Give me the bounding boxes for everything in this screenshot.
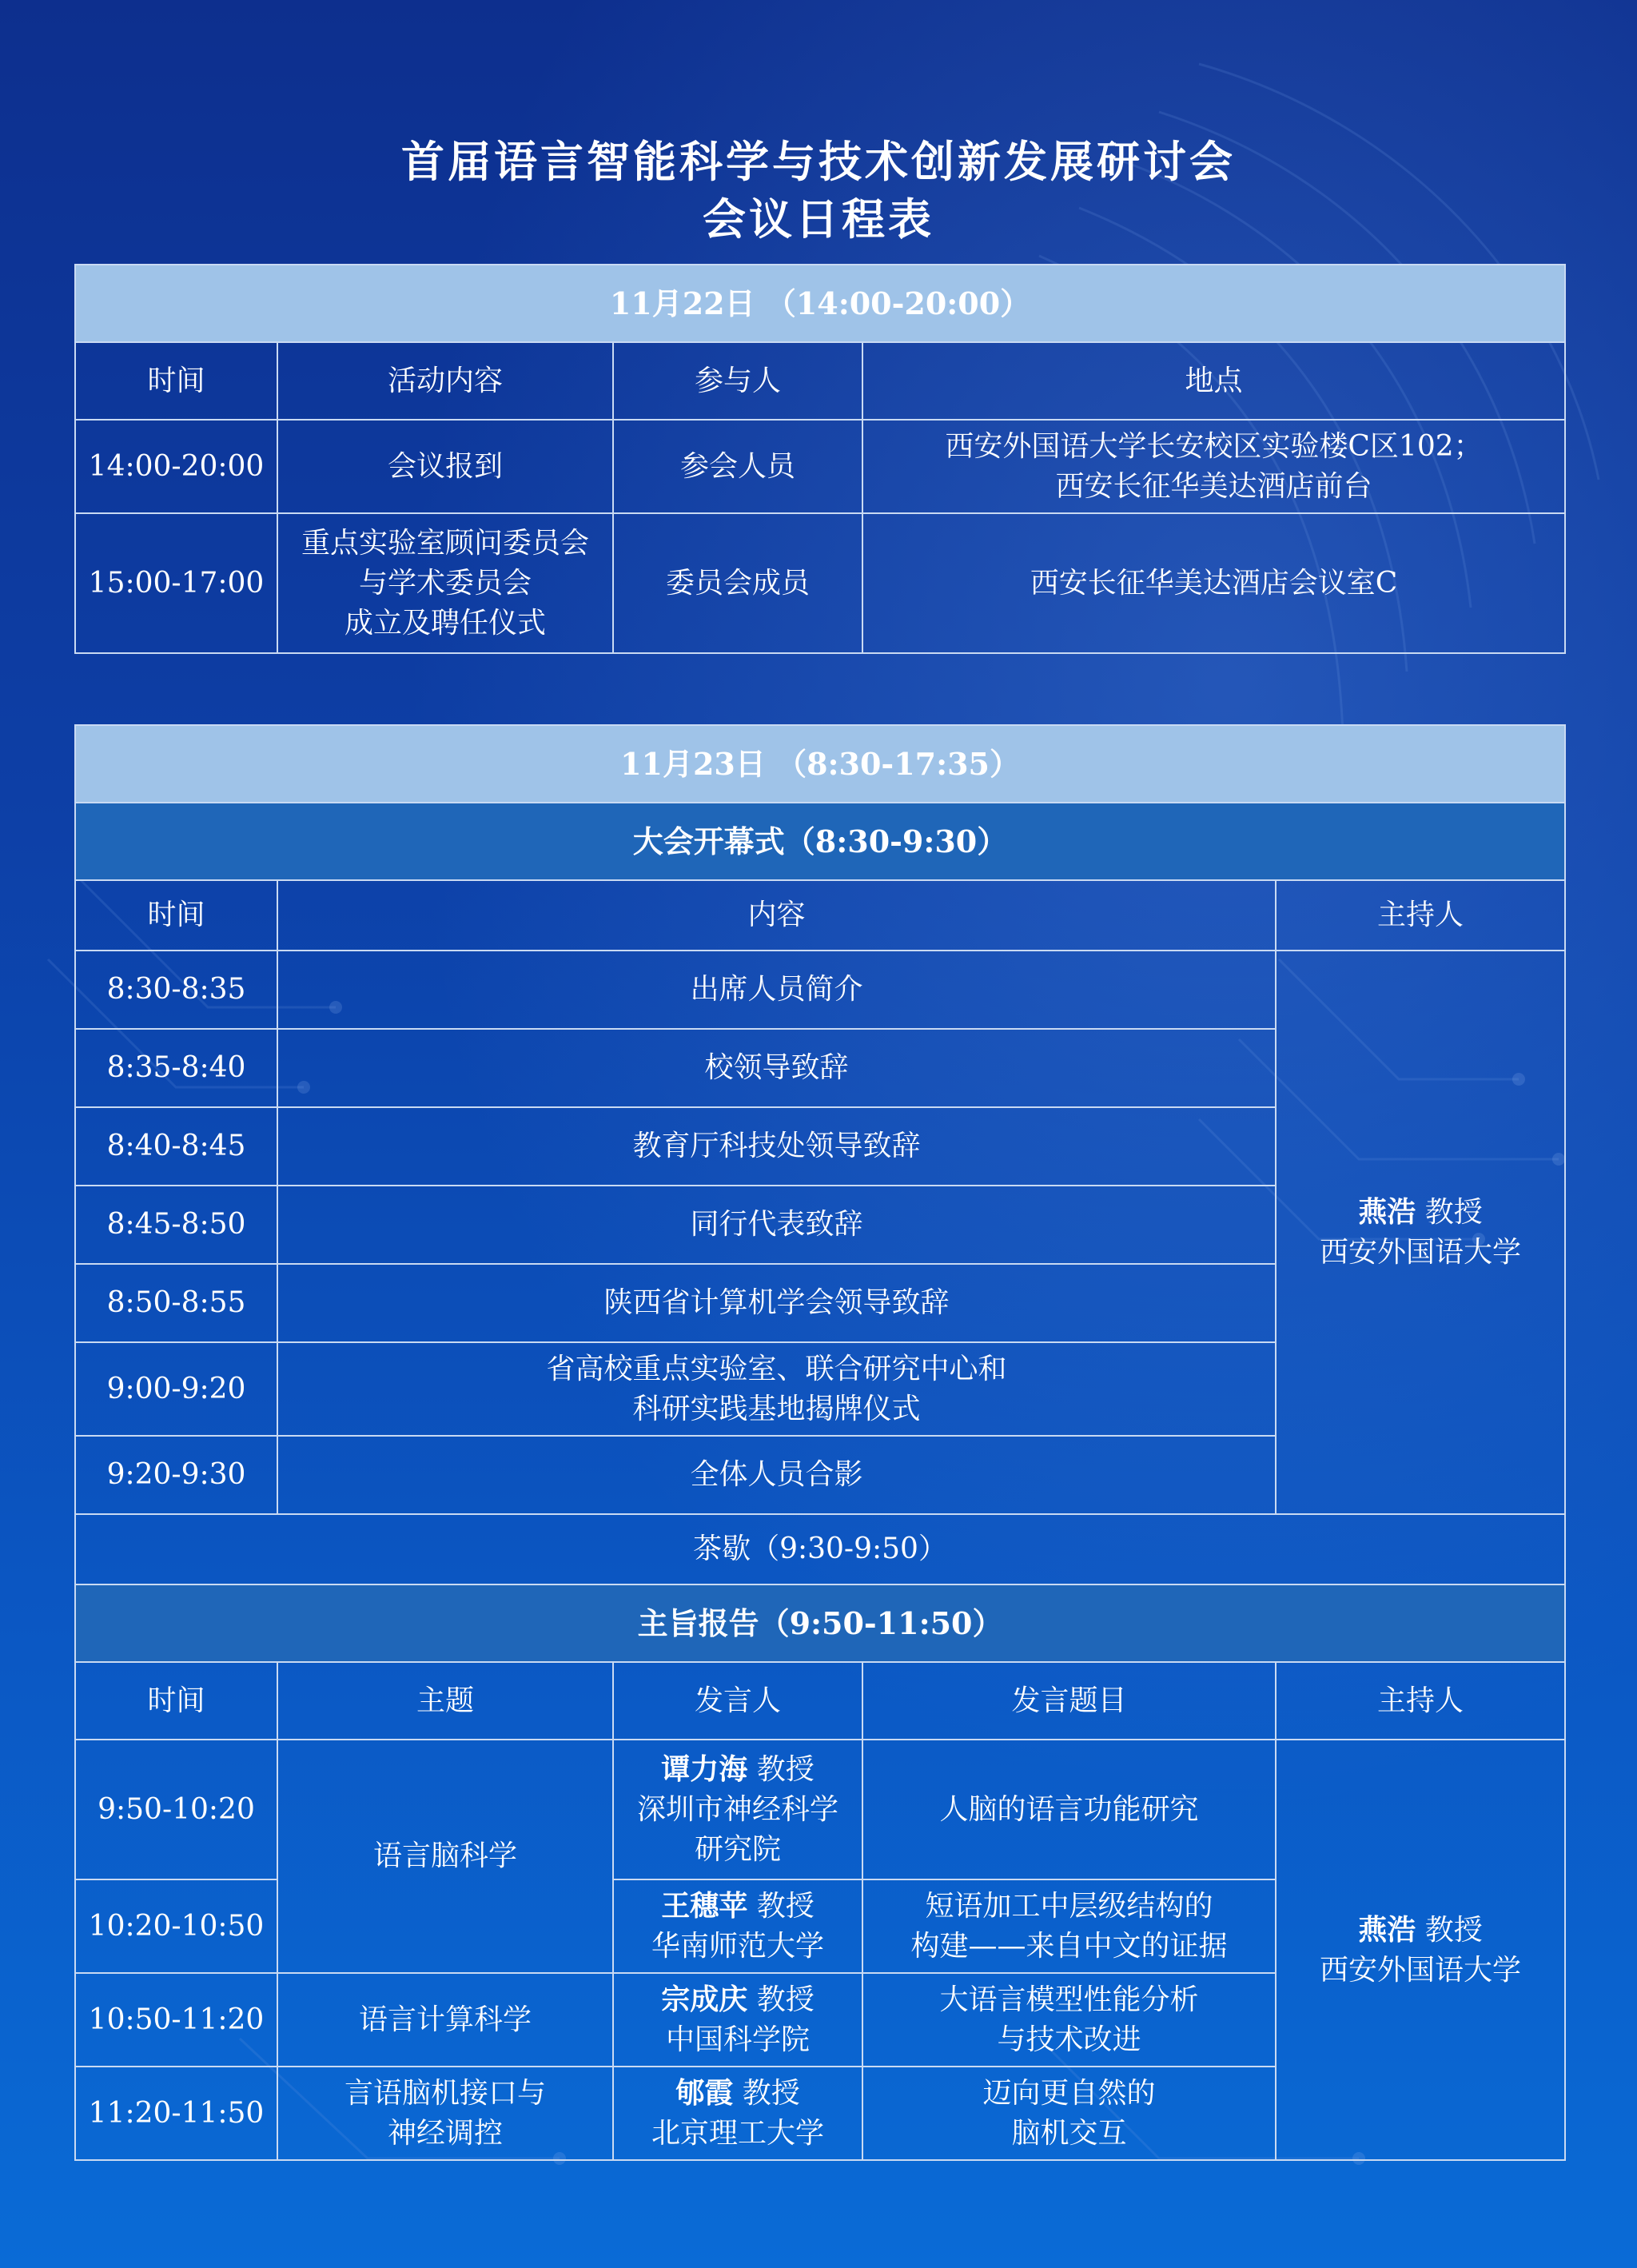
speaker-cell <box>613 1879 862 1973</box>
topic-cell: 短语加工中层级结构的 构建——来自中文的证据 <box>862 1879 1276 1973</box>
tea-break-row <box>75 1514 1565 1584</box>
table-row <box>75 420 1565 513</box>
speaker-cell <box>613 1740 862 1879</box>
host-org: 西安外国语大学 <box>1320 1953 1522 1987</box>
topic-cell: 人脑的语言功能研究 <box>862 1740 1276 1879</box>
topic-cell: 迈向更自然的 脑机交互 <box>862 2067 1276 2160</box>
column-header: 活动内容 <box>277 342 613 420</box>
participants-cell: 委员会成员 <box>613 513 862 653</box>
column-header: 主题 <box>277 1662 613 1740</box>
speaker-name: 宗成庆 <box>661 1983 748 2016</box>
content-cell: 同行代表致辞 <box>277 1186 1276 1264</box>
speaker-name: 谭力海 <box>661 1752 748 1786</box>
location-cell: 西安外国语大学长安校区实验楼C区102； 西安长征华美达酒店前台 <box>862 420 1565 513</box>
page-title: 首届语言智能科学与技术创新发展研讨会 <box>401 136 1236 187</box>
speaker-name: 郇霞 <box>675 2076 734 2110</box>
time-cell: 8:40-8:45 <box>75 1107 277 1186</box>
time-cell: 8:45-8:50 <box>75 1186 277 1264</box>
host-org: 西安外国语大学 <box>1320 1236 1522 1269</box>
column-header: 主持人 <box>1276 1662 1565 1740</box>
content-cell: 省高校重点实验室、联合研究中心和 科研实践基地揭牌仪式 <box>277 1342 1276 1436</box>
speaker-cell <box>613 1973 862 2067</box>
host-title: 教授 <box>1416 1913 1483 1947</box>
speaker-cell <box>613 2067 862 2160</box>
tea-break-cell: 茶歇（9:30-9:50） <box>75 1514 1565 1584</box>
activity-cell: 会议报到 <box>277 420 613 513</box>
time-cell: 9:20-9:30 <box>75 1436 277 1514</box>
opening-column-headers <box>75 880 1565 951</box>
theme-cell: 语言脑科学 <box>277 1740 613 1973</box>
speaker-title: 教授 <box>747 1890 815 1923</box>
column-header: 参与人 <box>613 342 862 420</box>
content-cell: 校领导致辞 <box>277 1029 1276 1107</box>
opening-ceremony-header: 大会开幕式（8:30-9:30） <box>75 803 1565 880</box>
column-header: 时间 <box>75 880 277 951</box>
column-header: 时间 <box>75 1662 277 1740</box>
table-row <box>75 513 1565 653</box>
activity-cell: 重点实验室顾问委员会 与学术委员会 成立及聘任仪式 <box>277 513 613 653</box>
speaker-title: 教授 <box>747 1983 815 2016</box>
content-cell: 全体人员合影 <box>277 1436 1276 1514</box>
location-cell: 西安长征华美达酒店会议室C <box>862 513 1565 653</box>
day2-header: 11月23日 （8:30-17:35） <box>75 725 1565 803</box>
time-cell: 8:50-8:55 <box>75 1264 277 1342</box>
time-cell: 14:00-20:00 <box>75 420 277 513</box>
table-row <box>75 1740 1565 1879</box>
theme-cell: 语言计算科学 <box>277 1973 613 2067</box>
time-cell: 10:50-11:20 <box>75 1973 277 2067</box>
speaker-org: 深圳市神经科学 研究院 <box>636 1793 838 1866</box>
column-header: 地点 <box>862 342 1565 420</box>
page-subtitle: 会议日程表 <box>703 193 934 245</box>
content-cell: 出席人员简介 <box>277 951 1276 1029</box>
speaker-org: 华南师范大学 <box>651 1930 824 1963</box>
day1-schedule-table <box>74 264 1566 654</box>
time-cell: 9:00-9:20 <box>75 1342 277 1436</box>
time-cell: 8:30-8:35 <box>75 951 277 1029</box>
table-row <box>75 951 1565 1029</box>
time-cell: 9:50-10:20 <box>75 1740 277 1879</box>
theme-cell: 言语脑机接口与 神经调控 <box>277 2067 613 2160</box>
time-cell: 15:00-17:00 <box>75 513 277 653</box>
participants-cell: 参会人员 <box>613 420 862 513</box>
column-header: 时间 <box>75 342 277 420</box>
keynote-column-headers <box>75 1662 1565 1740</box>
opening-host-cell <box>1276 951 1565 1514</box>
speaker-org: 中国科学院 <box>665 2023 810 2056</box>
speaker-org: 北京理工大学 <box>651 2117 824 2150</box>
time-cell: 11:20-11:50 <box>75 2067 277 2160</box>
column-header: 内容 <box>277 880 1276 951</box>
host-title: 教授 <box>1416 1196 1483 1229</box>
speaker-name: 王穗苹 <box>661 1889 748 1923</box>
time-cell: 8:35-8:40 <box>75 1029 277 1107</box>
keynote-host-cell <box>1276 1740 1565 2160</box>
column-header: 发言题目 <box>862 1662 1276 1740</box>
day1-header: 11月22日 （14:00-20:00） <box>75 265 1565 342</box>
content-cell: 陕西省计算机学会领导致辞 <box>277 1264 1276 1342</box>
host-name: 燕浩 <box>1358 1195 1416 1229</box>
time-cell: 10:20-10:50 <box>75 1879 277 1973</box>
column-header: 主持人 <box>1276 880 1565 951</box>
topic-cell: 大语言模型性能分析 与技术改进 <box>862 1973 1276 2067</box>
speaker-title: 教授 <box>747 1753 815 1786</box>
column-header: 发言人 <box>613 1662 862 1740</box>
content-cell: 教育厅科技处领导致辞 <box>277 1107 1276 1186</box>
day1-column-headers <box>75 342 1565 420</box>
host-name: 燕浩 <box>1358 1912 1416 1947</box>
day2-schedule-table <box>74 724 1566 2161</box>
keynote-header: 主旨报告（9:50-11:50） <box>75 1584 1565 1662</box>
speaker-title: 教授 <box>733 2077 800 2110</box>
